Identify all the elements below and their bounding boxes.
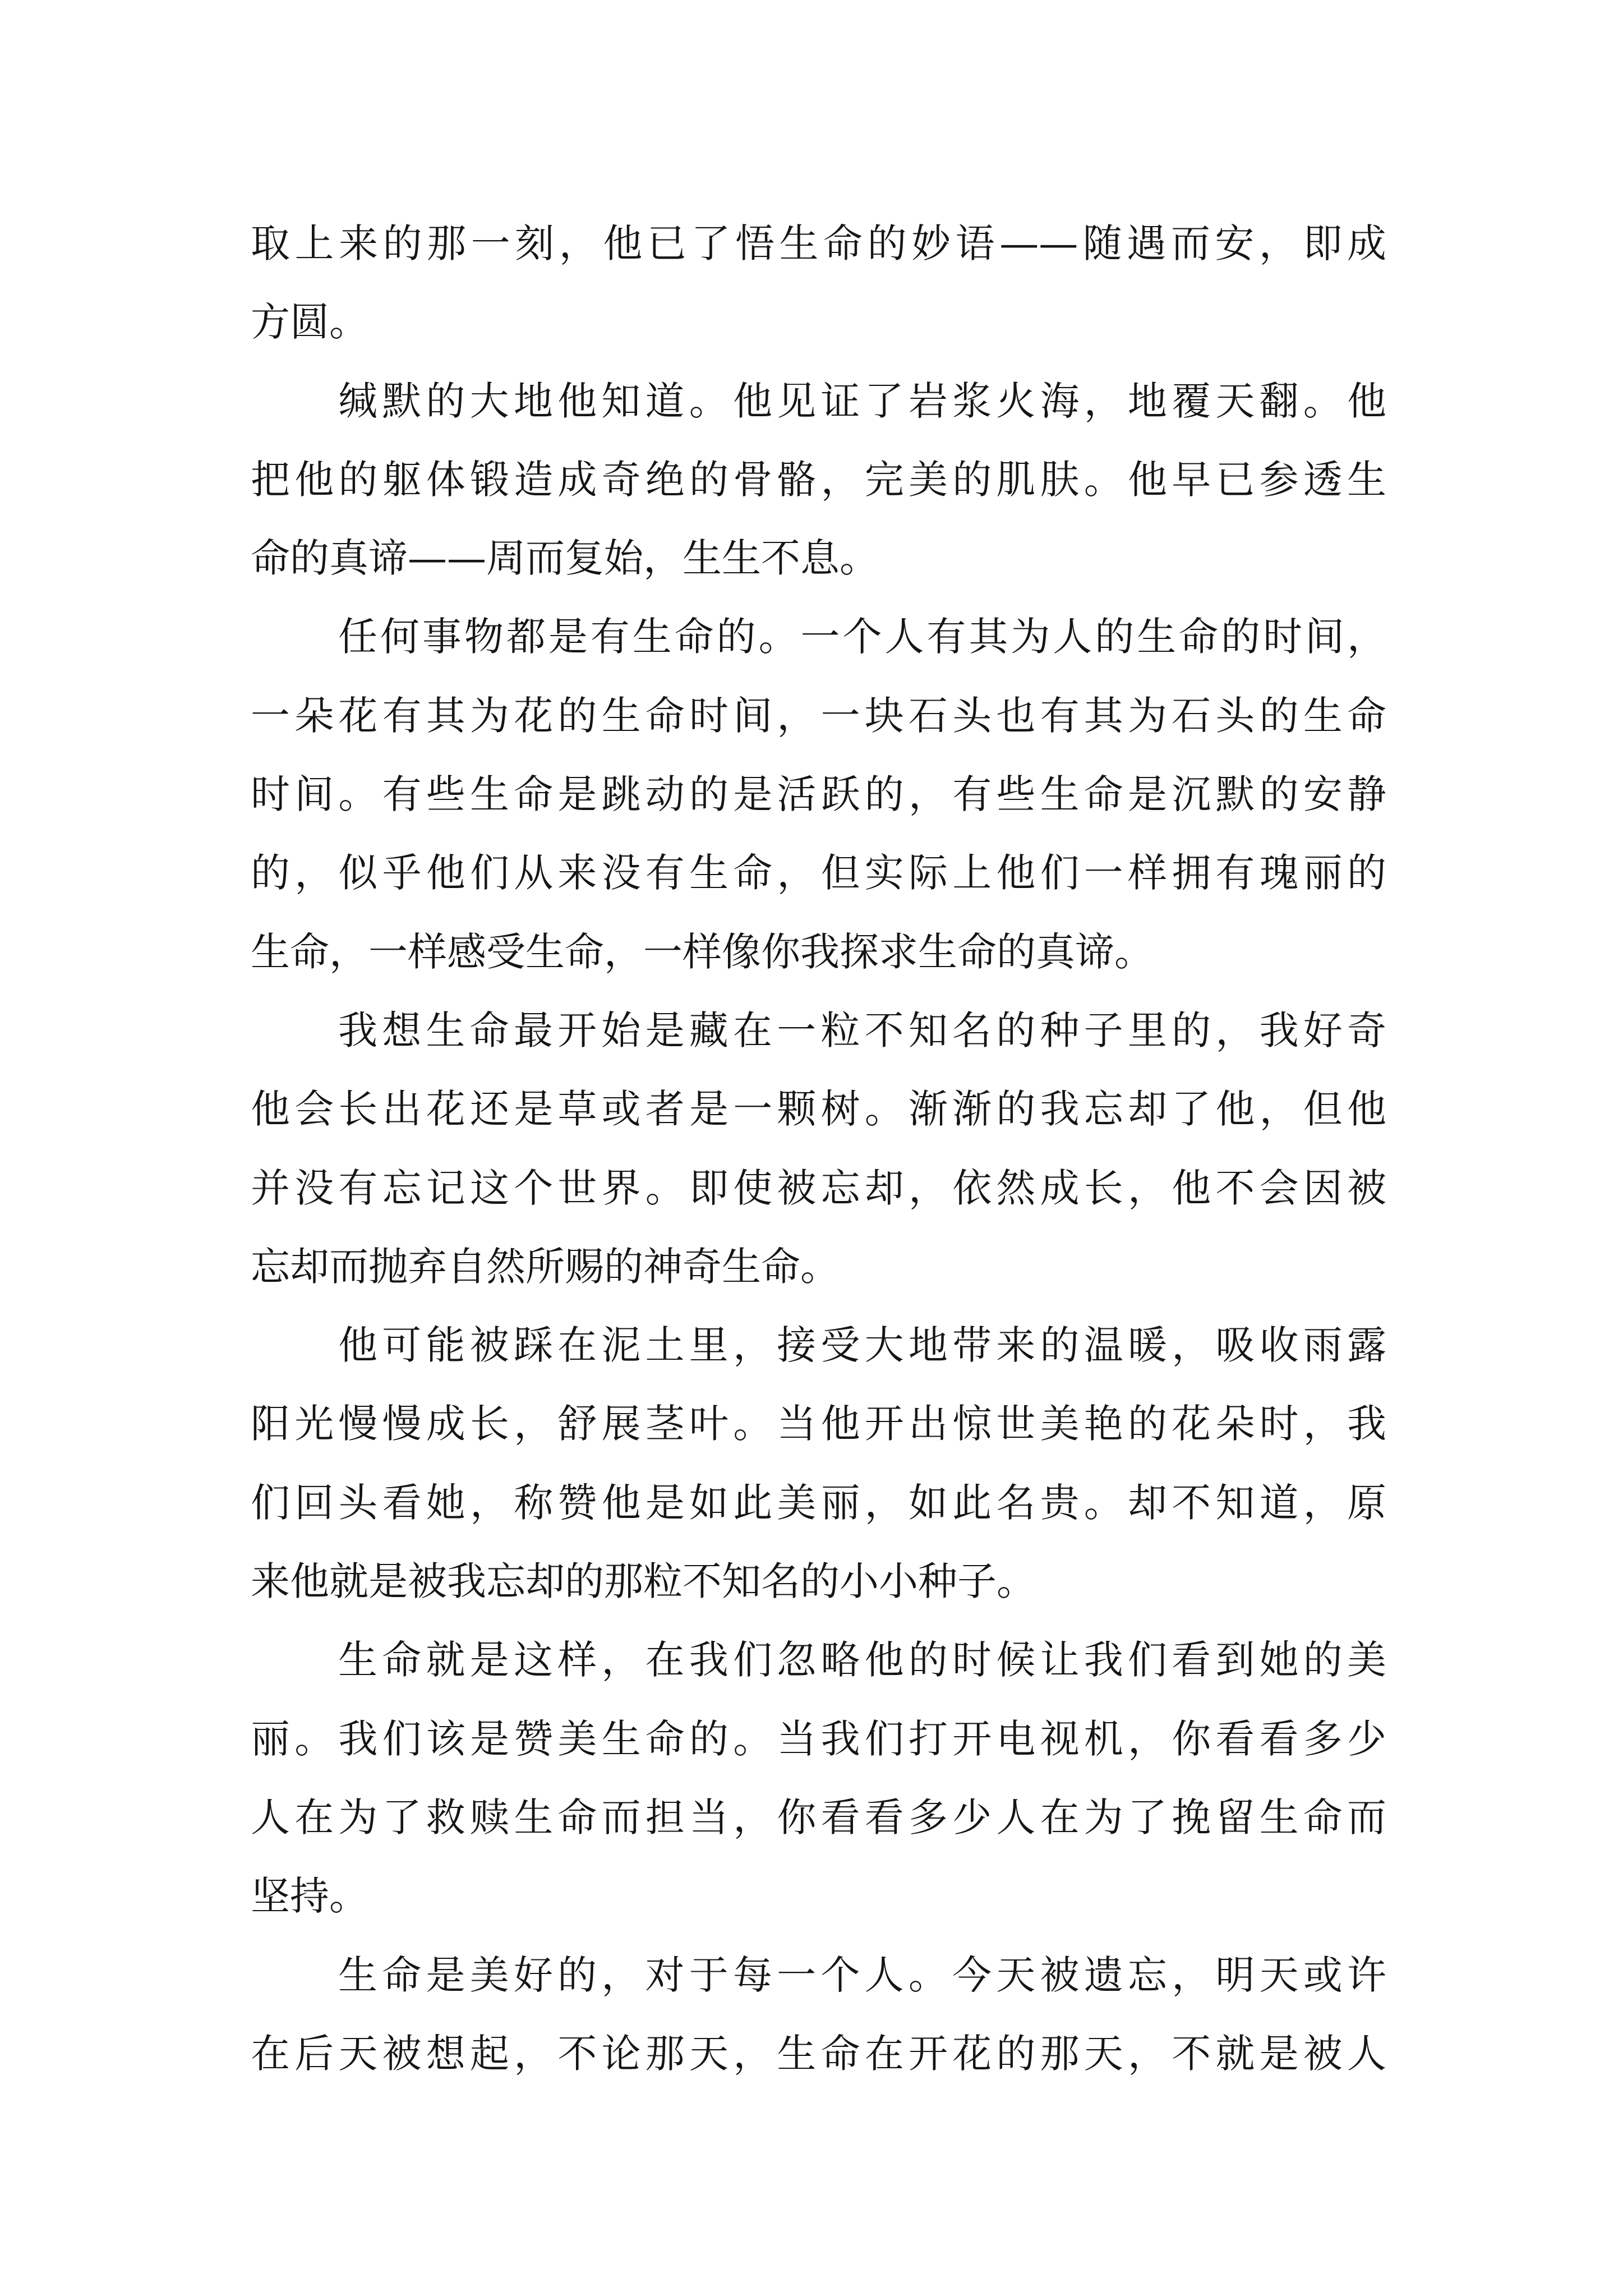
text-line: 人在为了救赎生命而担当，你看看多少人在为了挽留生命而 bbox=[251, 1794, 1386, 1841]
text-line: 方圆。 bbox=[251, 299, 368, 346]
text-line: 并没有忘记这个世界。即使被忘却，依然成长，他不会因被 bbox=[251, 1165, 1386, 1211]
text-line: 阳光慢慢成长，舒展茎叶。当他开出惊世美艳的花朵时，我 bbox=[251, 1401, 1386, 1447]
text-line: 的，似乎他们从来没有生命，但实际上他们一样拥有瑰丽的 bbox=[251, 850, 1386, 896]
text-line: 生命，一样感受生命，一样像你我探求生命的真谛。 bbox=[251, 928, 1154, 975]
text-line: 缄默的大地他知道。他见证了岩浆火海，地覆天翻。他 bbox=[338, 378, 1386, 424]
text-line: 们回头看她，称赞他是如此美丽，如此名贵。却不知道，原 bbox=[251, 1479, 1386, 1526]
paragraph bbox=[251, 597, 1386, 991]
text-line: 命的真谛——周而复始，生生不息。 bbox=[251, 535, 879, 582]
paragraph bbox=[251, 362, 1386, 598]
text-line: 来他就是被我忘却的那粒不知名的小小种子。 bbox=[251, 1558, 1036, 1605]
text-line: 他可能被踩在泥土里，接受大地带来的温暖，吸收雨露 bbox=[338, 1322, 1386, 1369]
paragraph bbox=[251, 991, 1386, 1306]
body-text bbox=[251, 204, 1386, 2093]
text-line: 任何事物都是有生命的。一个人有其为人的生命的时间， bbox=[338, 614, 1386, 660]
paragraph bbox=[251, 204, 1386, 362]
text-line: 忘却而抛弃自然所赐的神奇生命。 bbox=[251, 1243, 840, 1290]
text-line: 在后天被想起，不论那天，生命在开花的那天，不就是被人 bbox=[251, 2030, 1386, 2077]
paragraph bbox=[251, 1306, 1386, 1621]
text-line: 我想生命最开始是藏在一粒不知名的种子里的，我好奇 bbox=[338, 1007, 1386, 1053]
text-line: 他会长出花还是草或者是一颗树。渐渐的我忘却了他，但他 bbox=[251, 1086, 1386, 1133]
text-line: 把他的躯体锻造成奇绝的骨骼，完美的肌肤。他早已参透生 bbox=[251, 456, 1386, 503]
paragraph bbox=[251, 1936, 1386, 2093]
text-line: 坚持。 bbox=[251, 1873, 368, 1920]
text-line: 生命是美好的，对于每一个人。今天被遗忘，明天或许 bbox=[338, 1952, 1386, 1998]
text-line: 时间。有些生命是跳动的是活跃的，有些生命是沉默的安静 bbox=[251, 771, 1386, 818]
text-line: 丽。我们该是赞美生命的。当我们打开电视机，你看看多少 bbox=[251, 1715, 1386, 1762]
text-line: 生命就是这样，在我们忽略他的时候让我们看到她的美 bbox=[338, 1637, 1386, 1683]
text-line: 一朵花有其为花的生命时间，一块石头也有其为石头的生命 bbox=[251, 692, 1386, 739]
text-line: 取上来的那一刻，他已了悟生命的妙语——随遇而安，即成 bbox=[251, 220, 1386, 266]
paragraph bbox=[251, 1621, 1386, 1935]
